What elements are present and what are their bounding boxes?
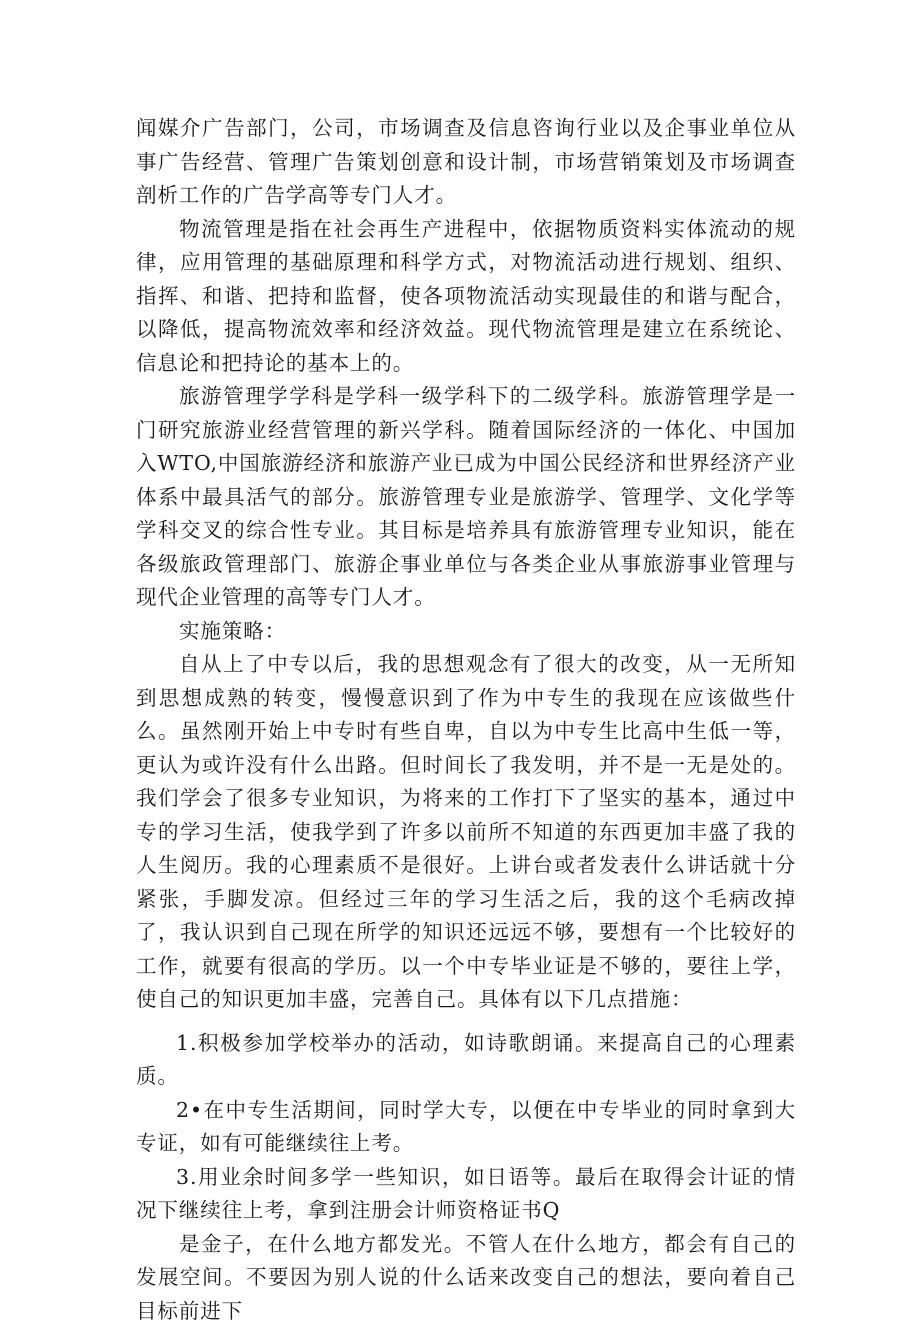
section-heading-strategy: 实施策略： — [136, 615, 796, 649]
paragraph-logistics-management: 物流管理是指在社会再生产进程中，依据物质资料实体流动的规律，应用管理的基础原理和科学方式，对物流活动进行规划、组织、指挥、和谐、把持和监督，使各项物流活动实现最佳的和谐与配合，以降低，提高物流效率和经济效益。现代物流管理是建立在系统论、信息论和把持论的基本上的。 — [136, 213, 796, 381]
list-item-3: 3.用业余时间多学一些知识，如日语等。最后在取得会计证的情况下继续往上考，拿到注册会计师资格证书Q — [136, 1161, 796, 1228]
document-body — [136, 112, 796, 1328]
paragraph-self-reflection: 自从上了中专以后，我的思想观念有了很大的改变，从一无所知到思想成熟的转变，慢慢意识到了作为中专生的我现在应该做些什么。虽然刚开始上中专时有些自卑，自以为中专生比高中生低一等，更认为或许没有什么出路。但时间长了我发明，并不是一无是处的。我们学会了很多专业知识，为将来的工作打下了坚实的基本，通过中专的学习生活，使我学到了许多以前所不知道的东西更加丰盛了我的人生阅历。我的心理素质不是很好。上讲台或者发表什么讲话就十分紧张，手脚发凉。但经过三年的学习生活之后，我的这个毛病改掉了，我认识到自己现在所学的知识还远远不够，要想有一个比较好的工作，就要有很高的学历。以一个中专毕业证是不够的，要往上学，使自己的知识更加丰盛，完善自己。具体有以下几点措施： — [136, 648, 796, 1017]
list-item-1: 1.积极参加学校举办的活动，如诗歌朗诵。来提高自己的心理素质。 — [136, 1027, 796, 1094]
paragraph-advertising-talent: 闻媒介广告部门，公司，市场调查及信息咨询行业以及企事业单位从事广告经营、管理广告策划创意和设计制，市场营销策划及市场调查剖析工作的广告学高等专门人才。 — [136, 112, 796, 213]
paragraph-tourism-management: 旅游管理学学科是学科一级学科下的二级学科。旅游管理学是一门研究旅游业经营管理的新兴学科。随着国际经济的一体化、中国加入WTO,中国旅游经济和旅游产业已成为中国公民经济和世界经济产业体系中最具活气的部分。旅游管理专业是旅游学、管理学、文化学等学科交叉的综合性专业。其目标是培养具有旅游管理专业知识，能在各级旅政管理部门、旅游企事业单位与各类企业从事旅游事业管理与现代企业管理的高等专门人才。 — [136, 380, 796, 615]
list-item-2: 2•在中专生活期间，同时学大专，以便在中专毕业的同时拿到大专证，如有可能继续往上考。 — [136, 1094, 796, 1161]
paragraph-conclusion: 是金子，在什么地方都发光。不管人在什么地方，都会有自己的发展空间。不要因为别人说的什么话来改变自己的想法，要向着自己目标前进下 — [136, 1228, 796, 1328]
